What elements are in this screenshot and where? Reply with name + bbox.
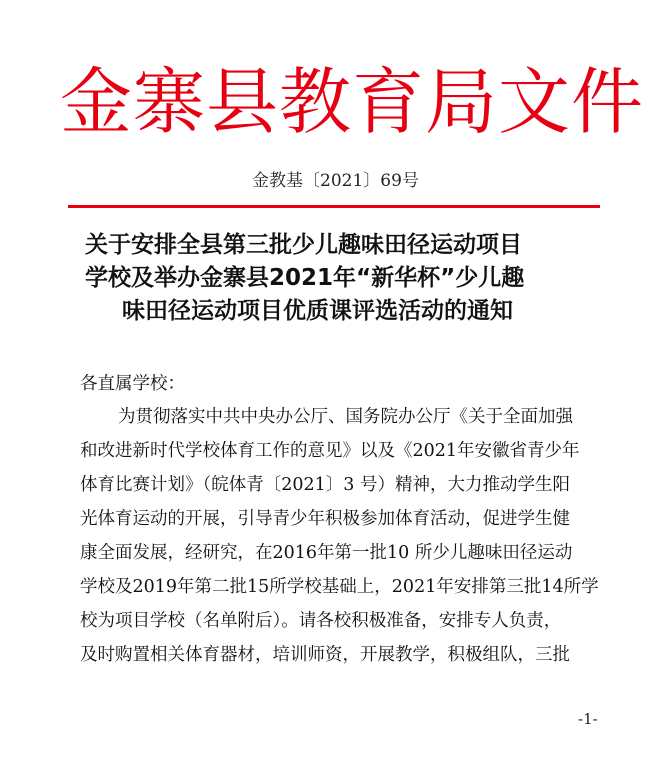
title-line-3: 味田径运动项目优质课评选活动的通知 — [122, 298, 513, 324]
notice-title — [70, 229, 610, 328]
body-line-6: 学校及2019年第二批15所学校基础上，2021年安排第三批14所学 — [80, 577, 599, 597]
body-line-2: 和改进新时代学校体育工作的意见》以及《2021年安徽省青少年 — [80, 441, 580, 461]
body-line-7: 校为项目学校（名单附后）。请各校积极准备，安排专人负责， — [80, 611, 562, 631]
body-line-8: 及时购置相关体育器材，培训师资，开展教学，积极组队，三批 — [80, 645, 570, 665]
title-line-2: 学校及举办金寨县2021年“新华杯”少儿趣 — [85, 265, 525, 291]
body-line-1: 为贯彻落实中共中央办公厅、国务院办公厅《关于全面加强 — [118, 407, 573, 427]
body-line-5: 康全面发展，经研究，在2016年第一批10 所少儿趣味田径运动 — [80, 543, 573, 563]
document-number: 金教基〔2021〕69号 — [252, 171, 419, 191]
salutation: 各直属学校： — [80, 374, 185, 394]
masthead-title: 金寨县教育局文件 — [60, 60, 645, 144]
page-number: -1- — [578, 710, 598, 728]
red-divider-line — [68, 205, 600, 208]
body-line-3: 体育比赛计划》（皖体青〔2021〕3 号）精神，大力推动学生阳 — [80, 475, 570, 495]
title-line-1: 关于安排全县第三批少儿趣味田径运动项目 — [85, 232, 522, 258]
body-paragraph — [80, 400, 625, 672]
body-line-4: 光体育运动的开展，引导青少年积极参加体育活动，促进学生健 — [80, 509, 570, 529]
